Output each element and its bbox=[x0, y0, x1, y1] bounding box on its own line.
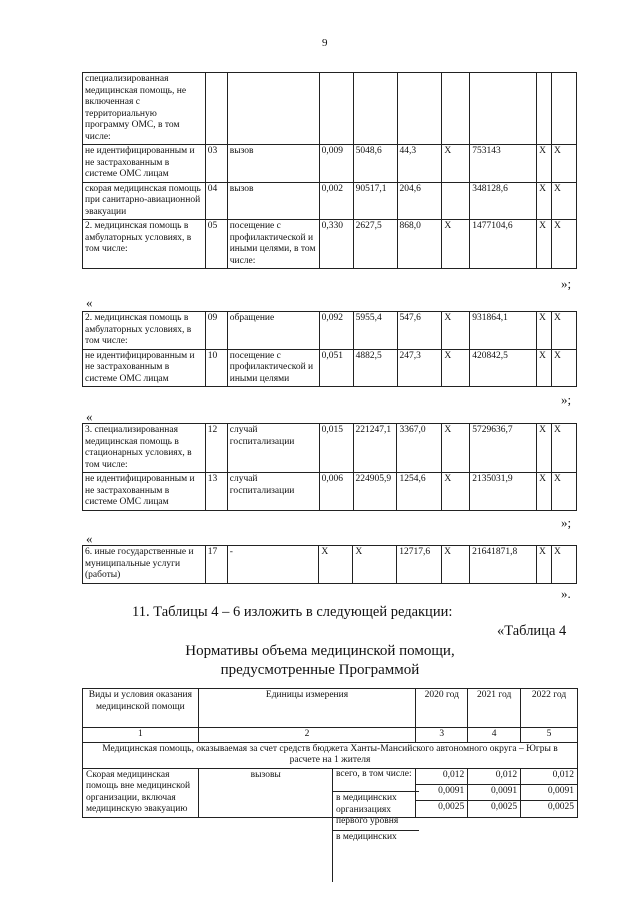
row-value: 868,0 bbox=[397, 220, 442, 269]
row-value: Х bbox=[353, 546, 397, 584]
row-value: Х bbox=[442, 220, 470, 269]
heading-line-1: Нормативы объема медицинской помощи, bbox=[185, 643, 455, 659]
row-unit: случай госпитализации bbox=[227, 473, 319, 511]
row-value: Х bbox=[442, 145, 470, 183]
table-4-label: «Таблица 4 bbox=[497, 623, 567, 639]
row-code: 10 bbox=[205, 349, 227, 387]
closing-quote: »; bbox=[561, 392, 572, 407]
row-value: Х bbox=[552, 312, 577, 350]
row-value bbox=[397, 73, 442, 145]
column-number: 2 bbox=[198, 728, 416, 743]
row-value: Х bbox=[442, 312, 470, 350]
row-value bbox=[442, 73, 470, 145]
row-value: Х bbox=[552, 220, 577, 269]
row-value: 12717,6 bbox=[397, 546, 442, 584]
row-value: 5729636,7 bbox=[470, 424, 537, 473]
row-value: Х bbox=[537, 145, 552, 183]
amendment-paragraph: 11. Таблицы 4 – 6 изложить в следующей редакции: bbox=[132, 604, 453, 620]
value-2022: 0,0025 bbox=[521, 801, 578, 817]
row-unit: вызов bbox=[227, 145, 319, 183]
row-value: 44,3 bbox=[397, 145, 442, 183]
row-value: 224905,9 bbox=[353, 473, 397, 511]
row-unit: вызов bbox=[227, 182, 319, 220]
row-value: Х bbox=[552, 349, 577, 387]
table-body bbox=[83, 73, 577, 269]
row-name: 2. медицинская помощь в амбулаторных условиях, в том числе: bbox=[83, 220, 206, 269]
sublabel: в медицинских организациях первого уровня bbox=[333, 792, 419, 831]
value-2022: 0,0091 bbox=[521, 784, 578, 800]
table-row bbox=[83, 220, 577, 269]
header-units: Единицы измерения bbox=[198, 689, 416, 728]
row-value: Х bbox=[552, 145, 577, 183]
row-value: 5048,6 bbox=[353, 145, 397, 183]
header-2022: 2022 год bbox=[521, 689, 578, 728]
value-2022: 0,012 bbox=[521, 768, 578, 784]
row-value: Х bbox=[536, 546, 551, 584]
table-row bbox=[83, 73, 577, 145]
row-value: Х bbox=[552, 182, 577, 220]
row-code: 03 bbox=[205, 145, 227, 183]
row-value: 547,6 bbox=[397, 312, 442, 350]
row-code: 13 bbox=[205, 473, 227, 511]
row-unit: посещение с профилактической и иными целями, в том числе: bbox=[227, 220, 319, 269]
header-2021: 2021 год bbox=[468, 689, 521, 728]
row-value: 5955,4 bbox=[353, 312, 397, 350]
table-row bbox=[83, 424, 577, 473]
sublabel: в медицинских bbox=[336, 832, 397, 842]
row-value: Х bbox=[537, 312, 552, 350]
row-name: 2. медицинская помощь в амбулаторных условиях, в том числе: bbox=[83, 312, 206, 350]
column-number: 5 bbox=[521, 728, 578, 743]
value-2020: 0,012 bbox=[416, 768, 468, 784]
continuation-table-1 bbox=[82, 72, 577, 269]
row-value bbox=[353, 73, 397, 145]
row-value: 21641871,8 bbox=[470, 546, 537, 584]
row-value: 420842,5 bbox=[470, 349, 537, 387]
row-name: не идентифицированным и не застрахованным в системе ОМС лицам bbox=[83, 473, 206, 511]
value-2021: 0,0091 bbox=[468, 784, 521, 800]
row-value: 0,006 bbox=[319, 473, 353, 511]
column-number: 1 bbox=[83, 728, 199, 743]
row-value: 2627,5 bbox=[353, 220, 397, 269]
value-2021: 0,012 bbox=[468, 768, 521, 784]
column-number: 4 bbox=[468, 728, 521, 743]
row-value: 0,002 bbox=[319, 182, 353, 220]
column-number: 3 bbox=[416, 728, 468, 743]
table-body bbox=[83, 424, 577, 511]
row-value: Х bbox=[319, 546, 353, 584]
row-value: 348128,6 bbox=[470, 182, 537, 220]
opening-quote: « bbox=[86, 409, 93, 424]
row-name: не идентифицированным и не застрахованным в системе ОМС лицам bbox=[83, 349, 206, 387]
row-value: Х bbox=[551, 546, 576, 584]
row-code: 12 bbox=[205, 424, 227, 473]
row-code: 05 bbox=[205, 220, 227, 269]
header-2020: 2020 год bbox=[416, 689, 468, 728]
row-unit: - bbox=[227, 546, 319, 584]
row-value: Х bbox=[537, 182, 552, 220]
table-body bbox=[83, 312, 577, 387]
row-value: 247,3 bbox=[397, 349, 442, 387]
heading-line-2: предусмотренные Программой bbox=[220, 662, 420, 678]
row-value: Х bbox=[442, 424, 470, 473]
row-unit: посещение с профилактической и иными целями bbox=[227, 349, 319, 387]
row-value: 221247,1 bbox=[353, 424, 397, 473]
closing-quote: ». bbox=[561, 586, 571, 601]
row-value: 90517,1 bbox=[353, 182, 397, 220]
row-value bbox=[470, 73, 537, 145]
closing-quote: »; bbox=[561, 276, 572, 291]
row-name: не идентифицированным и не застрахованным в системе ОМС лицам bbox=[83, 145, 206, 183]
row-value: Х bbox=[442, 473, 470, 511]
page-number: 9 bbox=[322, 37, 328, 49]
row-unit bbox=[227, 73, 319, 145]
closing-quote: »; bbox=[561, 515, 572, 530]
row-value: 0,330 bbox=[319, 220, 353, 269]
row-name: 6. иные государственные и муниципальные услуги (работы) bbox=[83, 546, 206, 584]
value-2021: 0,0025 bbox=[468, 801, 521, 817]
care-kind-cell: Скорая медицинская помощь вне медицинской организации, включая медицинскую эвакуацию bbox=[83, 768, 199, 817]
row-value: 931864,1 bbox=[470, 312, 537, 350]
row-value: Х bbox=[442, 349, 470, 387]
header-kinds: Виды и условия оказания медицинской помощи bbox=[83, 689, 199, 728]
row-code: 04 bbox=[205, 182, 227, 220]
unit-value: вызовы bbox=[250, 769, 281, 780]
row-name: скорая медицинская помощь при санитарно-авиационной эвакуации bbox=[83, 182, 206, 220]
row-value bbox=[442, 182, 470, 220]
row-value: 3367,0 bbox=[397, 424, 442, 473]
row-code bbox=[205, 73, 227, 145]
row-value: Х bbox=[552, 424, 577, 473]
row-value: 753143 bbox=[470, 145, 537, 183]
row-value: 1254,6 bbox=[397, 473, 442, 511]
row-code: 09 bbox=[205, 312, 227, 350]
section-row: Медицинская помощь, оказываемая за счет средств бюджета Ханты-Мансийского автономного округа – Югры в расчете на 1 жителя bbox=[83, 742, 578, 768]
row-value: 0,051 bbox=[319, 349, 353, 387]
row-value: 2135031,9 bbox=[470, 473, 537, 511]
row-name: специализированная медицинская помощь, не включенная с территориальную программу ОМС, в том числе: bbox=[83, 73, 206, 145]
table-row bbox=[83, 182, 577, 220]
opening-quote: « bbox=[86, 531, 93, 546]
table-4 bbox=[82, 688, 578, 818]
sublabel-column bbox=[332, 768, 419, 882]
row-value bbox=[537, 73, 552, 145]
table-row bbox=[83, 145, 577, 183]
row-unit: обращение bbox=[227, 312, 319, 350]
sublabel: всего, в том числе: bbox=[333, 768, 419, 792]
row-value: 0,015 bbox=[319, 424, 353, 473]
table-row bbox=[83, 546, 577, 584]
continuation-table-3 bbox=[82, 423, 577, 511]
row-value: 0,092 bbox=[319, 312, 353, 350]
value-2020: 0,0025 bbox=[416, 801, 468, 817]
opening-quote: « bbox=[86, 295, 93, 310]
table-body bbox=[83, 546, 577, 584]
row-value: 1477104,6 bbox=[470, 220, 537, 269]
row-value: 4882,5 bbox=[353, 349, 397, 387]
table-row bbox=[83, 349, 577, 387]
row-value: Х bbox=[537, 473, 552, 511]
row-value bbox=[552, 73, 577, 145]
row-value: Х bbox=[552, 473, 577, 511]
continuation-table-4 bbox=[82, 545, 577, 584]
continuation-table-2 bbox=[82, 311, 577, 387]
row-value: 0,009 bbox=[319, 145, 353, 183]
row-unit: случай госпитализации bbox=[227, 424, 319, 473]
table-row bbox=[83, 312, 577, 350]
row-value: 204,6 bbox=[397, 182, 442, 220]
row-value: Х bbox=[537, 424, 552, 473]
value-2020: 0,0091 bbox=[416, 784, 468, 800]
row-value: Х bbox=[442, 546, 470, 584]
row-value: Х bbox=[537, 220, 552, 269]
table-row bbox=[83, 473, 577, 511]
row-value bbox=[319, 73, 353, 145]
row-name: 3. специализированная медицинская помощь в стационарных условиях, в том числе: bbox=[83, 424, 206, 473]
row-value: Х bbox=[537, 349, 552, 387]
row-code: 17 bbox=[205, 546, 227, 584]
